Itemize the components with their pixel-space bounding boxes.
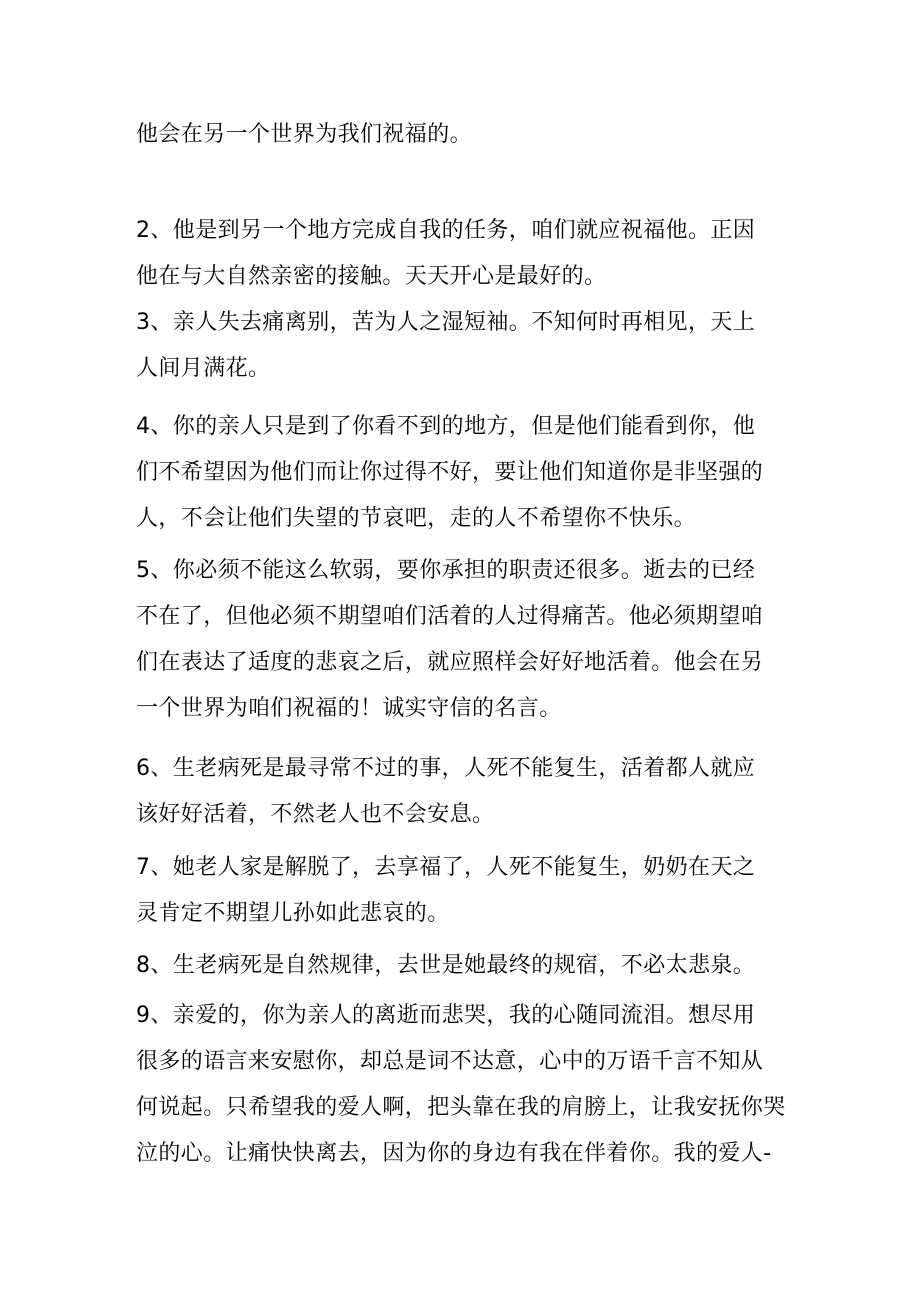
- paragraph-0: [136, 112, 786, 158]
- paragraph-line: 6、生老病死是最寻常不过的事，人死不能复生，活着都人就应: [136, 756, 756, 781]
- paragraph-line: 4、你的亲人只是到了你看不到的地方，但是他们能看到你，他: [136, 414, 756, 439]
- paragraph-line: 他会在另一个世界为我们祝福的。: [136, 122, 473, 147]
- paragraph-line: 8、生老病死是自然规律，去世是她最终的规宿，不必太悲泉。: [136, 953, 756, 978]
- paragraph-line: 人间月满花。: [136, 356, 271, 381]
- paragraph-9: [136, 993, 786, 1177]
- paragraph-line: 不在了，但他必须不期望咱们活着的人过得痛苦。他必须期望咱: [136, 604, 764, 629]
- paragraph-5: [136, 548, 786, 732]
- paragraph-line: 3、亲人失去痛离别，苦为人之湿短袖。不知何时再相见，天上: [136, 310, 756, 335]
- paragraph-line: 5、你必须不能这么软弱，要你承担的职责还很多。逝去的已经: [136, 558, 756, 583]
- paragraph-line: 该好好活着，不然老人也不会安息。: [136, 802, 495, 827]
- paragraph-7: [136, 845, 786, 937]
- paragraph-4: [136, 404, 786, 542]
- paragraph-2: [136, 208, 786, 300]
- paragraph-line: 们在表达了适度的悲哀之后，就应照样会好好地活着。他会在另: [136, 650, 764, 675]
- paragraph-line: 泣的心。让痛快快离去，因为你的身边有我在伴着你。我的爱人-: [136, 1141, 772, 1166]
- paragraph-6: [136, 746, 786, 838]
- paragraph-line: 7、她老人家是解脱了，去享福了，人死不能复生，奶奶在天之: [136, 855, 756, 880]
- paragraph-line: 很多的语言来安慰你，却总是词不达意，心中的万语千言不知从: [136, 1049, 764, 1074]
- paragraph-line: 何说起。只希望我的爱人啊，把头靠在我的肩膀上，让我安抚你哭: [136, 1095, 786, 1120]
- paragraph-line: 9、亲爱的，你为亲人的离逝而悲哭，我的心随同流泪。想尽用: [136, 1003, 756, 1028]
- paragraph-line: 灵肯定不期望儿孙如此悲哀的。: [136, 901, 450, 926]
- paragraph-line: 2、他是到另一个地方完成自我的任务，咱们就应祝福他。正因: [136, 218, 756, 243]
- paragraph-line: 一个世界为咱们祝福的！诚实守信的名言。: [136, 696, 562, 721]
- paragraph-line: 他在与大自然亲密的接触。天天开心是最好的。: [136, 264, 607, 289]
- paragraph-3: [136, 300, 786, 392]
- paragraph-line: 们不希望因为他们而让你过得不好，要让他们知道你是非坚强的: [136, 460, 764, 485]
- paragraph-line: 人，不会让他们失望的节哀吧，走的人不希望你不快乐。: [136, 506, 697, 531]
- paragraph-8: [136, 943, 786, 989]
